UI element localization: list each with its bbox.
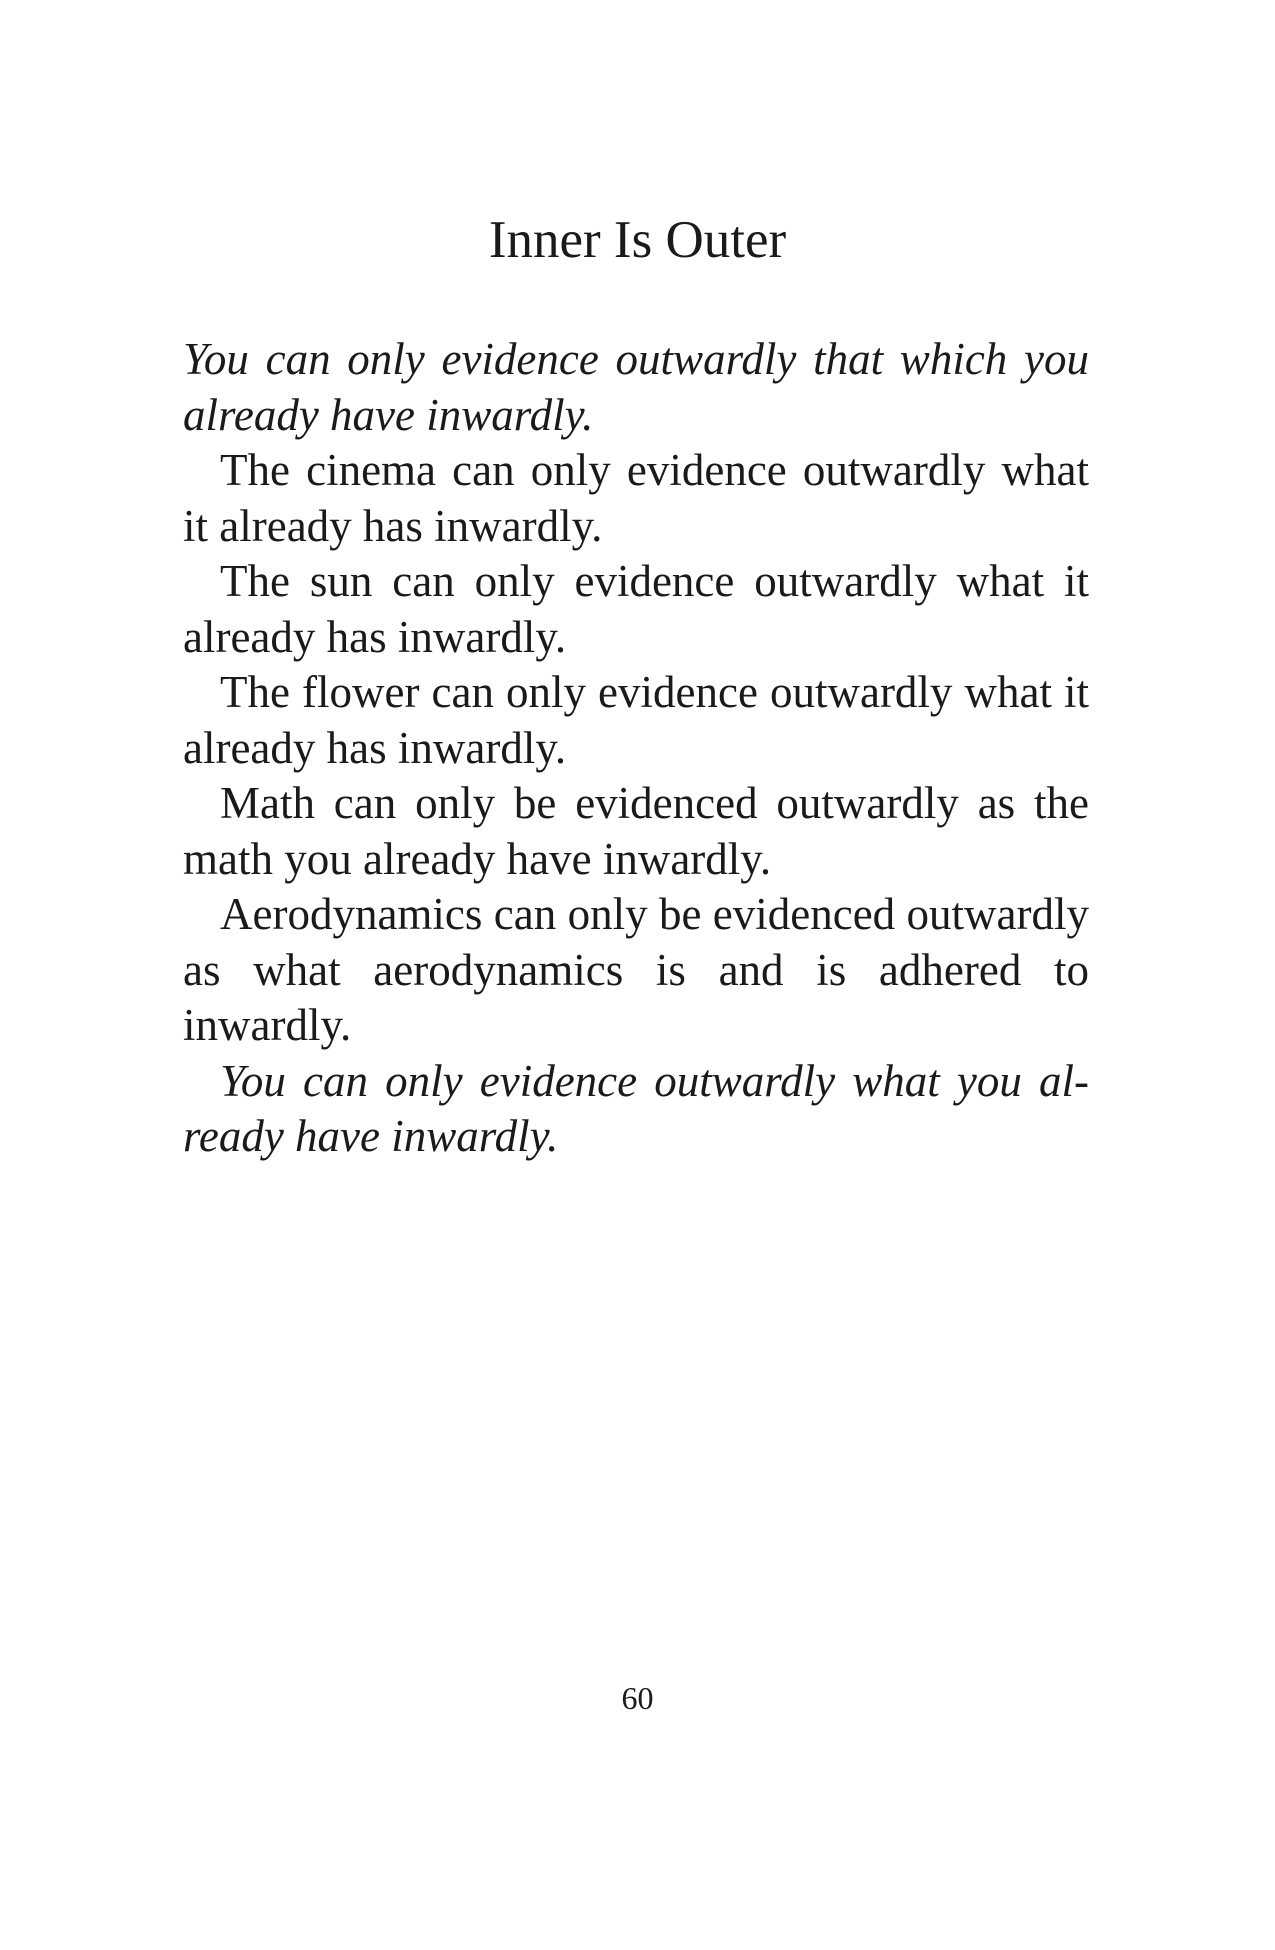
paragraph-cinema: The cinema can only evidence outwardly what it already has inwardly. — [183, 445, 1089, 551]
paragraph-aerodynamics: Aerodynamics can only be evidenced outwardly as what aerodynamics is and is adhered to inwardly. — [183, 889, 1089, 1050]
page-title: Inner Is Outer — [488, 211, 787, 269]
paragraph-epigraph: You can only evidence outwardly that which you already have inwardly. — [183, 334, 1089, 440]
paragraph-math: Math can only be evidenced outwardly as the math you already have inwardly. — [183, 778, 1089, 884]
page-number: 60 — [621, 1680, 654, 1716]
paragraph-flower: The flower can only evidence outwardly what it already has inwardly. — [183, 667, 1089, 773]
body-text — [183, 332, 1089, 1165]
paragraph-sun: The sun can only evidence outwardly what it already has inwardly. — [183, 556, 1089, 662]
paragraph-closing: You can only evidence outwardly what you already have inwardly. — [183, 1055, 1089, 1161]
